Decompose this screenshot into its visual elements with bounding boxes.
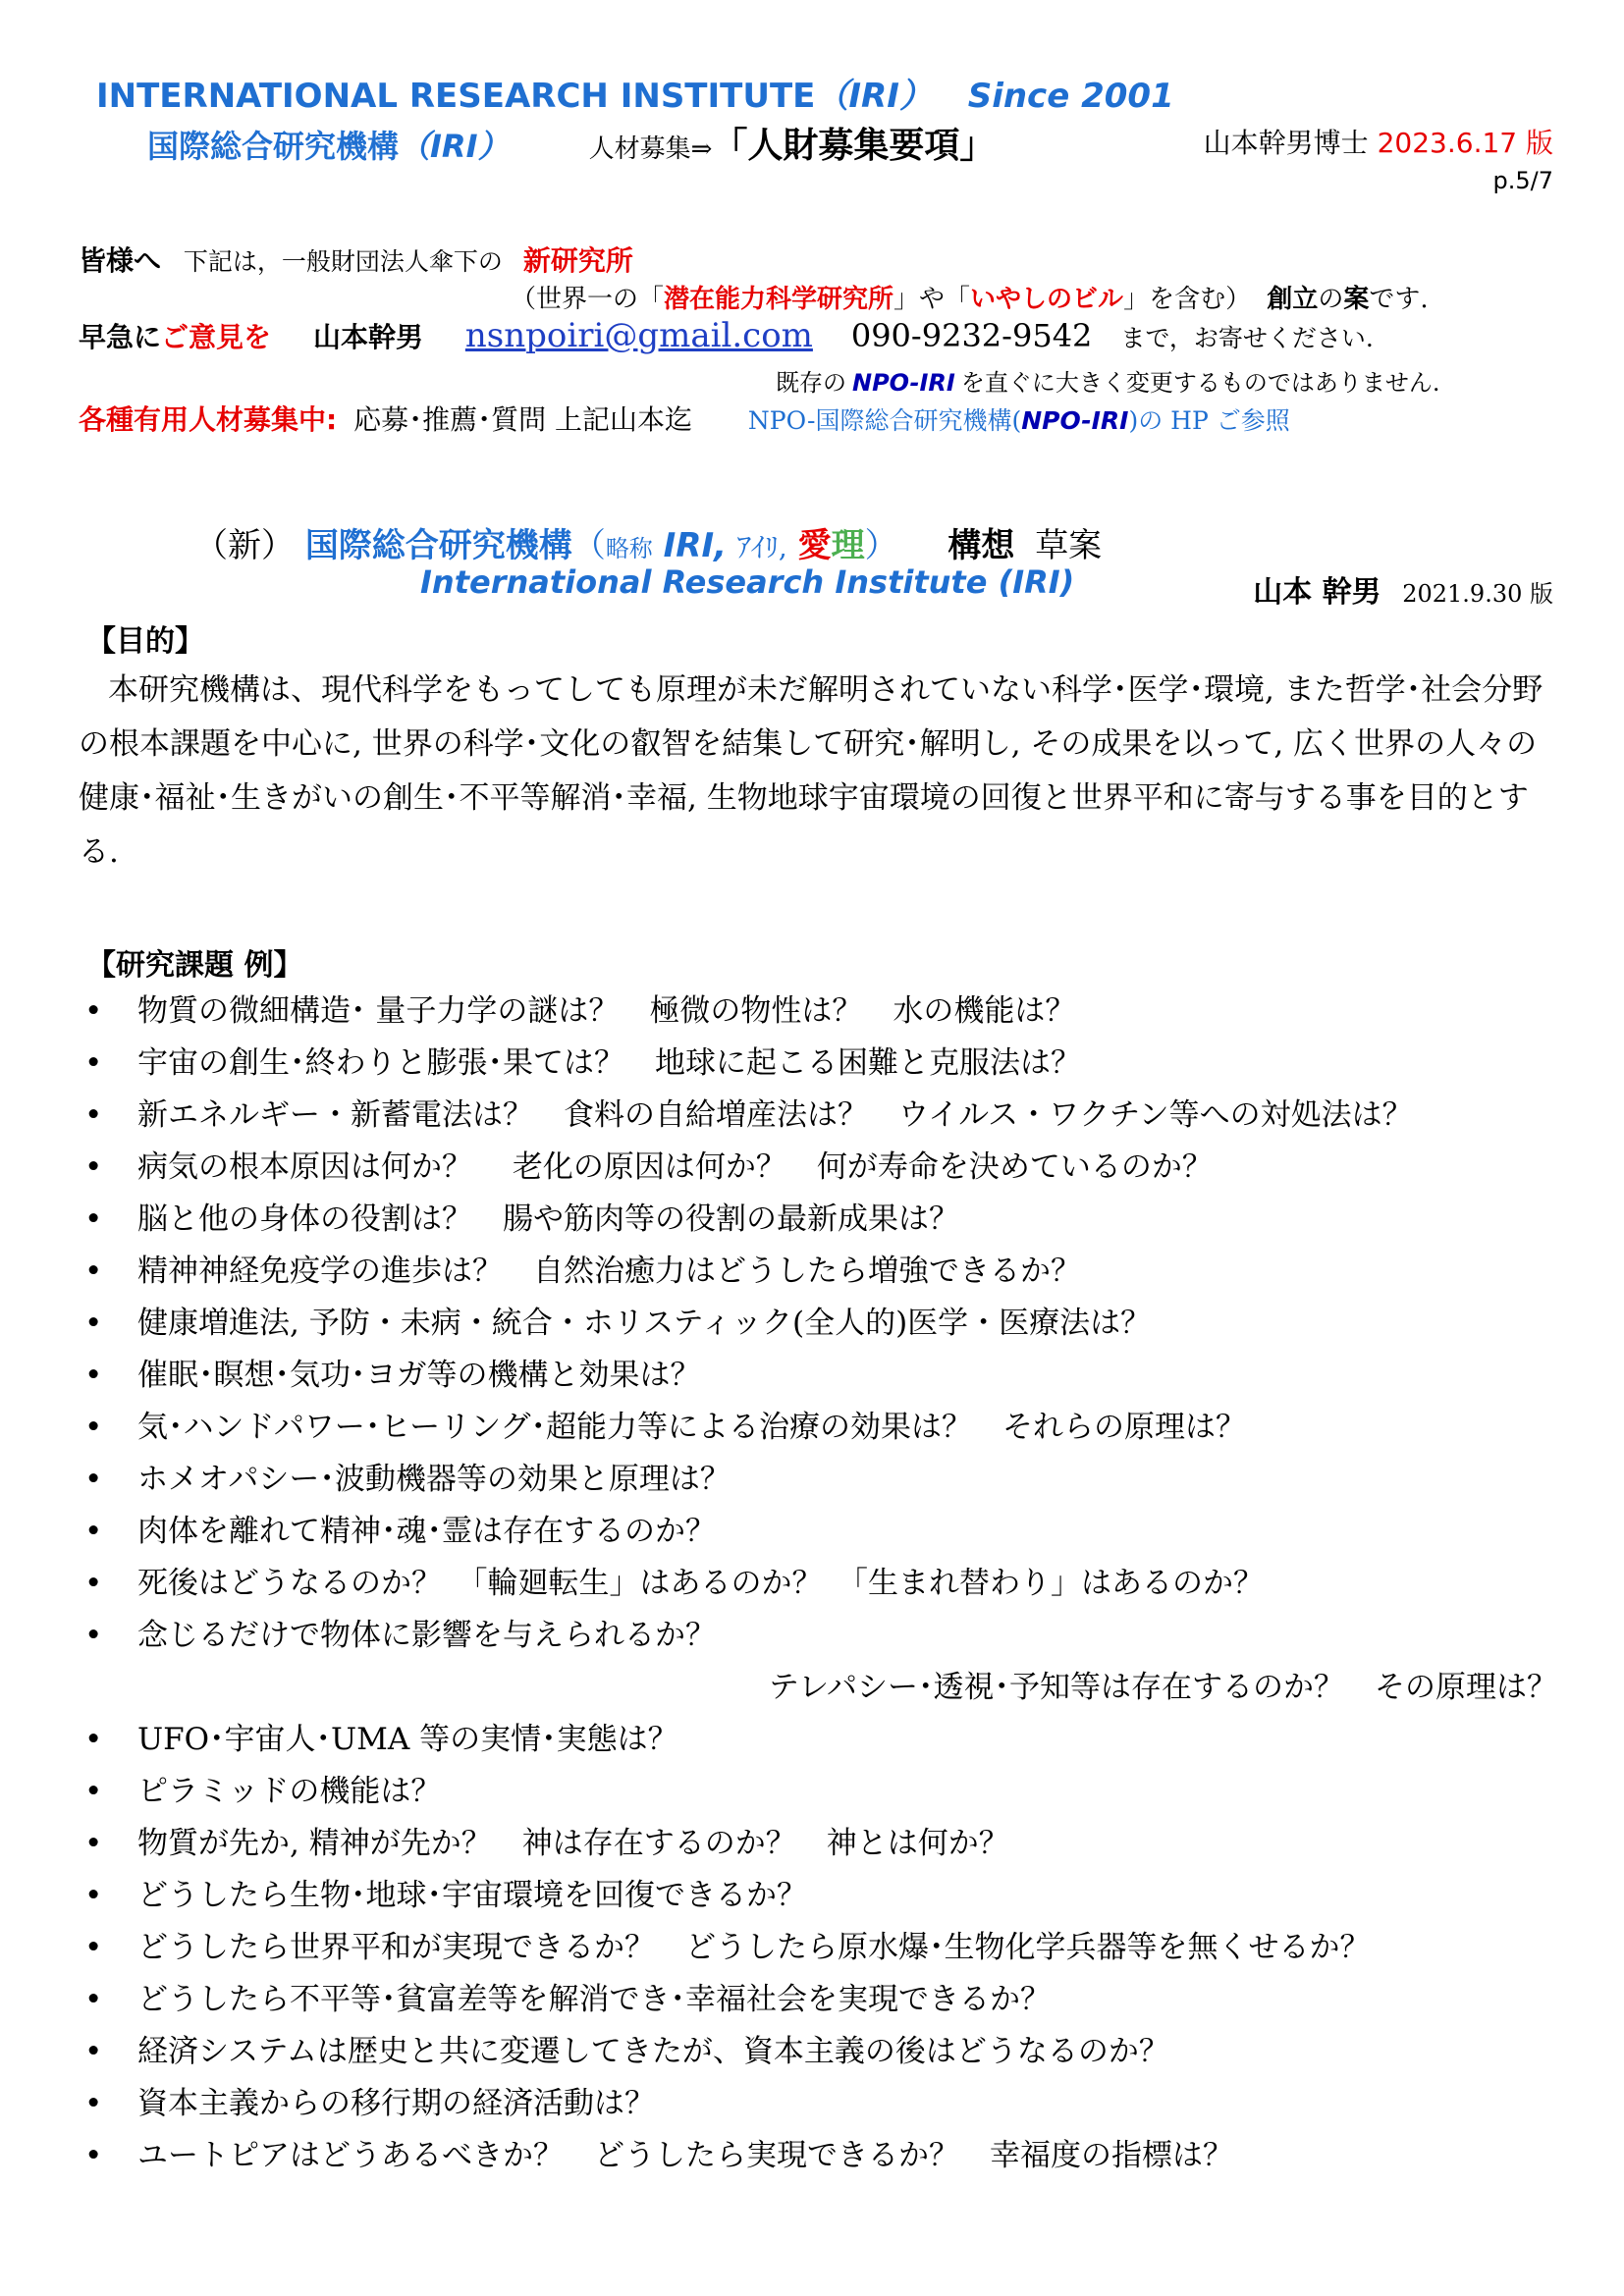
list-item — [84, 986, 1557, 1038]
recruit-prefix: 人材募集⇒ — [588, 134, 713, 164]
list-item — [84, 1870, 1557, 1922]
topics-list — [84, 986, 1557, 2182]
topic-text: 物質が先か, 精神が先か？ 神は存在するのか？ 神とは何か？ — [137, 1826, 1009, 1861]
lab-potential-science: 潜在能力科学研究所 — [664, 285, 894, 314]
list-item — [84, 1246, 1557, 1298]
plan-concept: 構想 — [947, 526, 1015, 565]
notice-line-1 — [79, 240, 633, 279]
greeting: 皆様へ — [79, 244, 162, 277]
org-name-en: INTERNATIONAL RESEARCH INSTITUTE — [96, 77, 816, 116]
notice-desu: です. — [1369, 285, 1429, 314]
contact-name: 山本幹男 — [312, 321, 423, 353]
bullet: • — [84, 2086, 103, 2121]
topic-text: 脳と他の身体の役割は？ 腸や筋肉等の役割の最新成果は？ — [137, 1201, 959, 1237]
notice-mid: 」や「 — [893, 285, 971, 314]
header-org-en — [96, 69, 1174, 117]
plan-abbr-iri: IRI, — [663, 526, 728, 565]
notice-line-2 — [511, 279, 1429, 315]
plan-author: 山本 幹男 — [1253, 575, 1381, 610]
plan-draft: 草案 — [1035, 526, 1103, 565]
existing-suffix: を直ぐに大きく変更するものではありません. — [960, 369, 1440, 397]
urgent-label: 早急に — [79, 321, 162, 353]
since-label: Since 2001 — [967, 77, 1174, 116]
plan-version: 2021.9.30 版 — [1402, 580, 1553, 608]
list-item — [84, 1818, 1557, 1870]
email-link[interactable]: nsnpoiri@gmail.com — [464, 316, 813, 355]
topic-text: 宇宙の創生･終わりと膨張･果ては？ 地球に起こる困難と克服法は？ — [137, 1045, 1081, 1081]
hp-org: NPO-IRI — [1021, 406, 1129, 435]
topic-text: 念じるだけで物体に影響を与えられるか？ — [137, 1618, 716, 1653]
list-item — [84, 1038, 1557, 1090]
list-item — [84, 1298, 1557, 1350]
new-institute: 新研究所 — [522, 244, 633, 277]
hp-suffix: )の HP ご参照 — [1128, 406, 1290, 435]
bullet: • — [84, 1514, 103, 1549]
bullet: • — [84, 1930, 103, 1965]
bullet: • — [84, 1097, 103, 1133]
purpose-heading: 【目的】 — [86, 624, 204, 659]
notice-paren-open: （世界一の「 — [511, 285, 665, 314]
topic-text: 病気の根本原因は何か？ 老化の原因は何か？ 何が寿命を決めているのか？ — [137, 1149, 1213, 1185]
list-item — [84, 2078, 1557, 2130]
existing-org: NPO-IRI — [852, 369, 955, 397]
bullet: • — [84, 1878, 103, 1913]
list-item-continuation — [84, 1662, 1557, 1714]
topic-text: 気･ハンドパワー･ヒーリング･超能力等による治療の効果は？ それらの原理は？ — [137, 1410, 1247, 1445]
existing-prefix: 既存の — [776, 369, 846, 397]
list-item — [84, 1402, 1557, 1454]
org-abbr-en: （IRI） — [815, 77, 933, 116]
notice-text-1: 下記は，一般財団法人傘下の — [183, 247, 503, 276]
list-item — [84, 1194, 1557, 1246]
topic-text: UFO･宇宙人･UMA 等の実情･実態は？ — [137, 1722, 678, 1757]
list-item — [84, 2130, 1557, 2182]
bullet: • — [84, 1358, 103, 1393]
list-item — [84, 1142, 1557, 1194]
list-item — [84, 1090, 1557, 1142]
lab-healing-building: いやしのビル — [970, 285, 1124, 314]
header-author-version — [1204, 122, 1553, 161]
list-item — [84, 1610, 1557, 1662]
opinion-label: ご意見を — [161, 321, 272, 353]
topic-text: どうしたら生物･地球･宇宙環境を回復できるか？ — [137, 1878, 807, 1913]
notice-line-5 — [79, 399, 1290, 438]
plan-abbr-label: 略称 — [605, 535, 653, 562]
list-item — [84, 1766, 1557, 1818]
plan-title-en: International Research Institute (IRI) — [420, 563, 1075, 601]
header-org-jp — [147, 118, 995, 168]
bullet: • — [84, 2138, 103, 2173]
bullet: • — [84, 1306, 103, 1341]
plan-org-name: 国際総合研究機構 — [304, 526, 572, 565]
purpose-body: 本研究機構は、現代科学をもってしても原理が未だ解明されていない科学･医学･環境, また哲学･社会分野の根本課題を中心に, 世界の科学･文化の叡智を結集して研究･解明し, その成果を以って, 広く世界の人々の健康･福祉･生きがいの創生･不平等解消･幸福, 生物地球宇宙環境の回復と世界平和に寄与する事を目的とする. — [79, 672, 1543, 870]
founding-label: 創立 — [1267, 285, 1319, 314]
bullet: • — [84, 1774, 103, 1809]
bullet: • — [84, 1826, 103, 1861]
bullet: • — [84, 1254, 103, 1289]
plan-abbr-airi: ｱｲﾘ, — [736, 531, 787, 563]
notice-paren-close: 」を含む） — [1123, 285, 1252, 314]
bullet: • — [84, 1045, 103, 1081]
page-number: p.5/7 — [1492, 167, 1553, 194]
list-item — [84, 2026, 1557, 2078]
bullet: • — [84, 1722, 103, 1757]
plan-prefix: （新） — [194, 526, 295, 565]
topic-text: ホメオパシー･波動機器等の効果と原理は？ — [137, 1462, 731, 1497]
bullet: • — [84, 1462, 103, 1497]
list-item — [84, 1558, 1557, 1610]
header-version: 2023.6.17 版 — [1377, 127, 1553, 159]
topic-text: テレパシー･透視･予知等は存在するのか？ その原理は？ — [768, 1670, 1557, 1705]
topic-text: 物質の微細構造･ 量子力学の謎は？ 極微の物性は？ 水の機能は？ — [137, 993, 1076, 1029]
plan-abbr-close: ） — [864, 526, 898, 565]
recruit-text: 応募･推薦･質問 上記山本迄 — [353, 403, 693, 436]
plan-author-version — [1253, 567, 1553, 611]
list-item — [84, 1454, 1557, 1506]
notice-line-4 — [776, 363, 1439, 398]
topic-text: 新エネルギー・新蓄電法は？ 食料の自給増産法は？ ウイルス・ワクチン等への対処法は？ — [137, 1097, 1413, 1133]
list-item — [84, 1714, 1557, 1766]
list-item — [84, 1922, 1557, 1974]
bullet: • — [84, 1566, 103, 1601]
topic-text: 資本主義からの移行期の経済活動は？ — [137, 2086, 655, 2121]
topic-text: 精神神経免疫学の進歩は？ 自然治癒力はどうしたら増強できるか？ — [137, 1254, 1081, 1289]
bullet: • — [84, 1410, 103, 1445]
topic-text: どうしたら不平等･貧富差等を解消でき･幸福社会を実現できるか？ — [137, 1982, 1051, 2017]
list-item — [84, 1350, 1557, 1402]
bullet: • — [84, 1149, 103, 1185]
phone-number: 090-9232-9542 — [850, 317, 1093, 354]
recruit-heading — [588, 125, 996, 166]
header-author: 山本幹男博士 — [1203, 127, 1369, 159]
hp-reference[interactable] — [748, 406, 1290, 435]
plan-ai: 愛 — [797, 526, 832, 565]
topic-text: ピラミッドの機能は？ — [137, 1774, 442, 1809]
topic-text: 死後はどうなるのか？ 「輪廻転生」はあるのか？ 「生まれ替わり」はあるのか？ — [137, 1566, 1264, 1601]
plan-title — [194, 518, 1102, 566]
notice-no: の — [1318, 285, 1344, 314]
topic-text: 催眠･瞑想･気功･ヨガ等の機構と効果は？ — [137, 1358, 701, 1393]
send-request: まで，お寄せください. — [1120, 324, 1374, 352]
recruit-label: 各種有用人材募集中: — [79, 403, 338, 436]
org-abbr-jp: （IRI） — [399, 128, 510, 165]
org-name-jp: 国際総合研究機構 — [147, 128, 400, 165]
bullet: • — [84, 1618, 103, 1653]
plan-label: 案 — [1343, 285, 1370, 314]
topic-text: 経済システムは歴史と共に変遷してきたが、資本主義の後はどうなるのか？ — [137, 2034, 1169, 2069]
list-item — [84, 1506, 1557, 1558]
recruit-title: 「人財募集要項」 — [712, 125, 996, 166]
bullet: • — [84, 2034, 103, 2069]
topic-text: 健康増進法, 予防・未病・統合・ホリスティック(全人的)医学・医療法は？ — [137, 1306, 1152, 1341]
topic-text: 肉体を離れて精神･魂･霊は存在するのか？ — [137, 1514, 716, 1549]
topics-heading: 【研究課題 例】 — [86, 948, 303, 983]
bullet: • — [84, 993, 103, 1029]
list-item — [84, 1974, 1557, 2026]
hp-prefix: NPO-国際総合研究機構( — [747, 406, 1022, 435]
notice-line-3 — [79, 316, 1374, 355]
bullet: • — [84, 1982, 103, 2017]
bullet: • — [84, 1201, 103, 1237]
topic-text: ユートピアはどうあるべきか？ どうしたら実現できるか？ 幸福度の指標は？ — [137, 2138, 1233, 2173]
plan-abbr-open: （ — [571, 526, 606, 565]
topic-text: どうしたら世界平和が実現できるか？ どうしたら原水爆･生物化学兵器等を無くせるか？ — [137, 1930, 1371, 1965]
plan-ri: 理 — [831, 526, 865, 565]
